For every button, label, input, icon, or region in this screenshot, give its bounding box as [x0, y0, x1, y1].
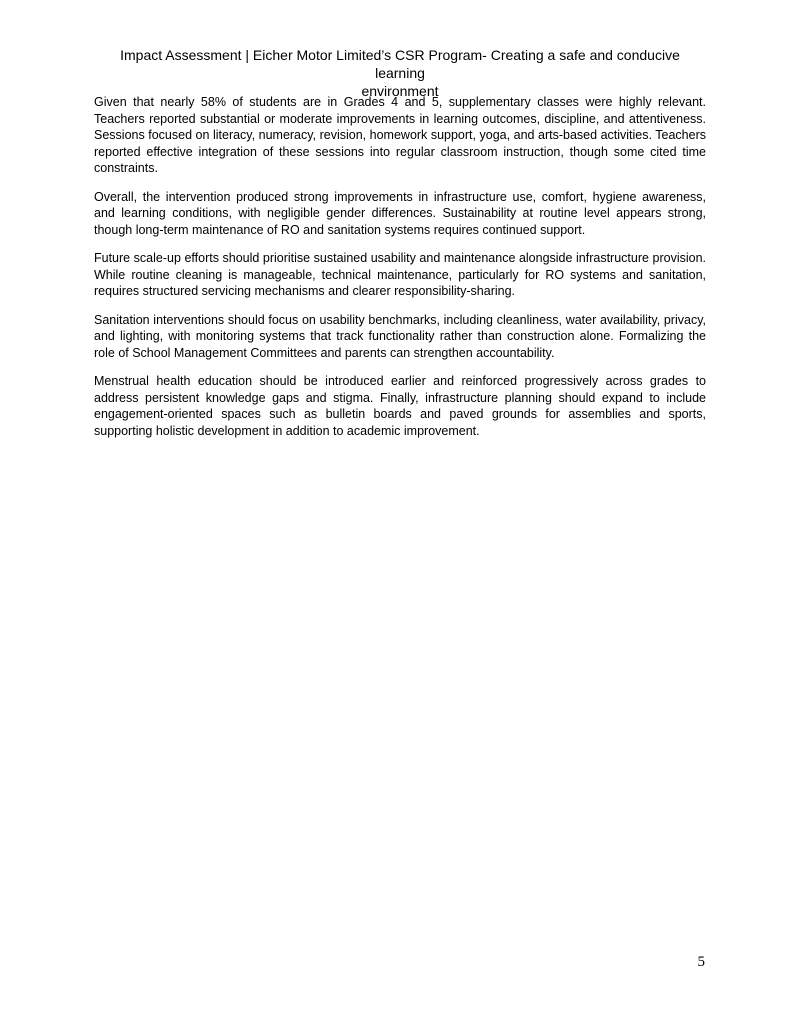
paragraph-overall-impact: Overall, the intervention produced strong improvements in infrastructure use, comfort, hygiene awareness, and learning conditions, with negligible gender differences. Sustainability at routine level appears strong, though long-term maintenance of RO and sanitation systems requires continued support.	[94, 189, 706, 237]
paragraph-menstrual-health: Menstrual health education should be introduced earlier and reinforced progressively across grades to address persistent knowledge gaps and stigma. Finally, infrastructure planning should expand to include engagement-oriented spaces such as bulletin boards and paved grounds for assemblies and sports, supporting holistic development in addition to academic improvement.	[94, 374, 706, 438]
page-header	[94, 46, 706, 100]
page-number: 5	[697, 954, 705, 970]
paragraph-sanitation: Sanitation interventions should focus on usability benchmarks, including cleanliness, water availability, privacy, and lighting, with monitoring systems that track functionality rather than construction alone. Formalizing the role of School Management Committees and parents can strengthen accountability.	[94, 312, 706, 360]
header-title-line-1: Impact Assessment | Eicher Motor Limited’s CSR Program- Creating a safe and conducive learning	[120, 47, 680, 81]
header-title-line-2: environment	[361, 83, 439, 99]
paragraph-supplementary-classes: Given that nearly 58% of students are in Grades 4 and 5, supplementary classes were highly relevant. Teachers reported substantial or moderate improvements in learning outcomes, discipline, and attentiveness. Sessions focused on literacy, numeracy, revision, homework support, yoga, and arts-based activities. Teachers reported effective integration of these sessions into regular classroom instruction, though some cited time constraints.	[94, 95, 706, 175]
paragraph-scale-up: Future scale-up efforts should prioritise sustained usability and maintenance alongside infrastructure provision. While routine cleaning is manageable, technical maintenance, particularly for RO systems and sanitation, requires structured servicing mechanisms and clearer responsibility-sharing.	[94, 251, 706, 298]
body-text	[94, 94, 706, 451]
